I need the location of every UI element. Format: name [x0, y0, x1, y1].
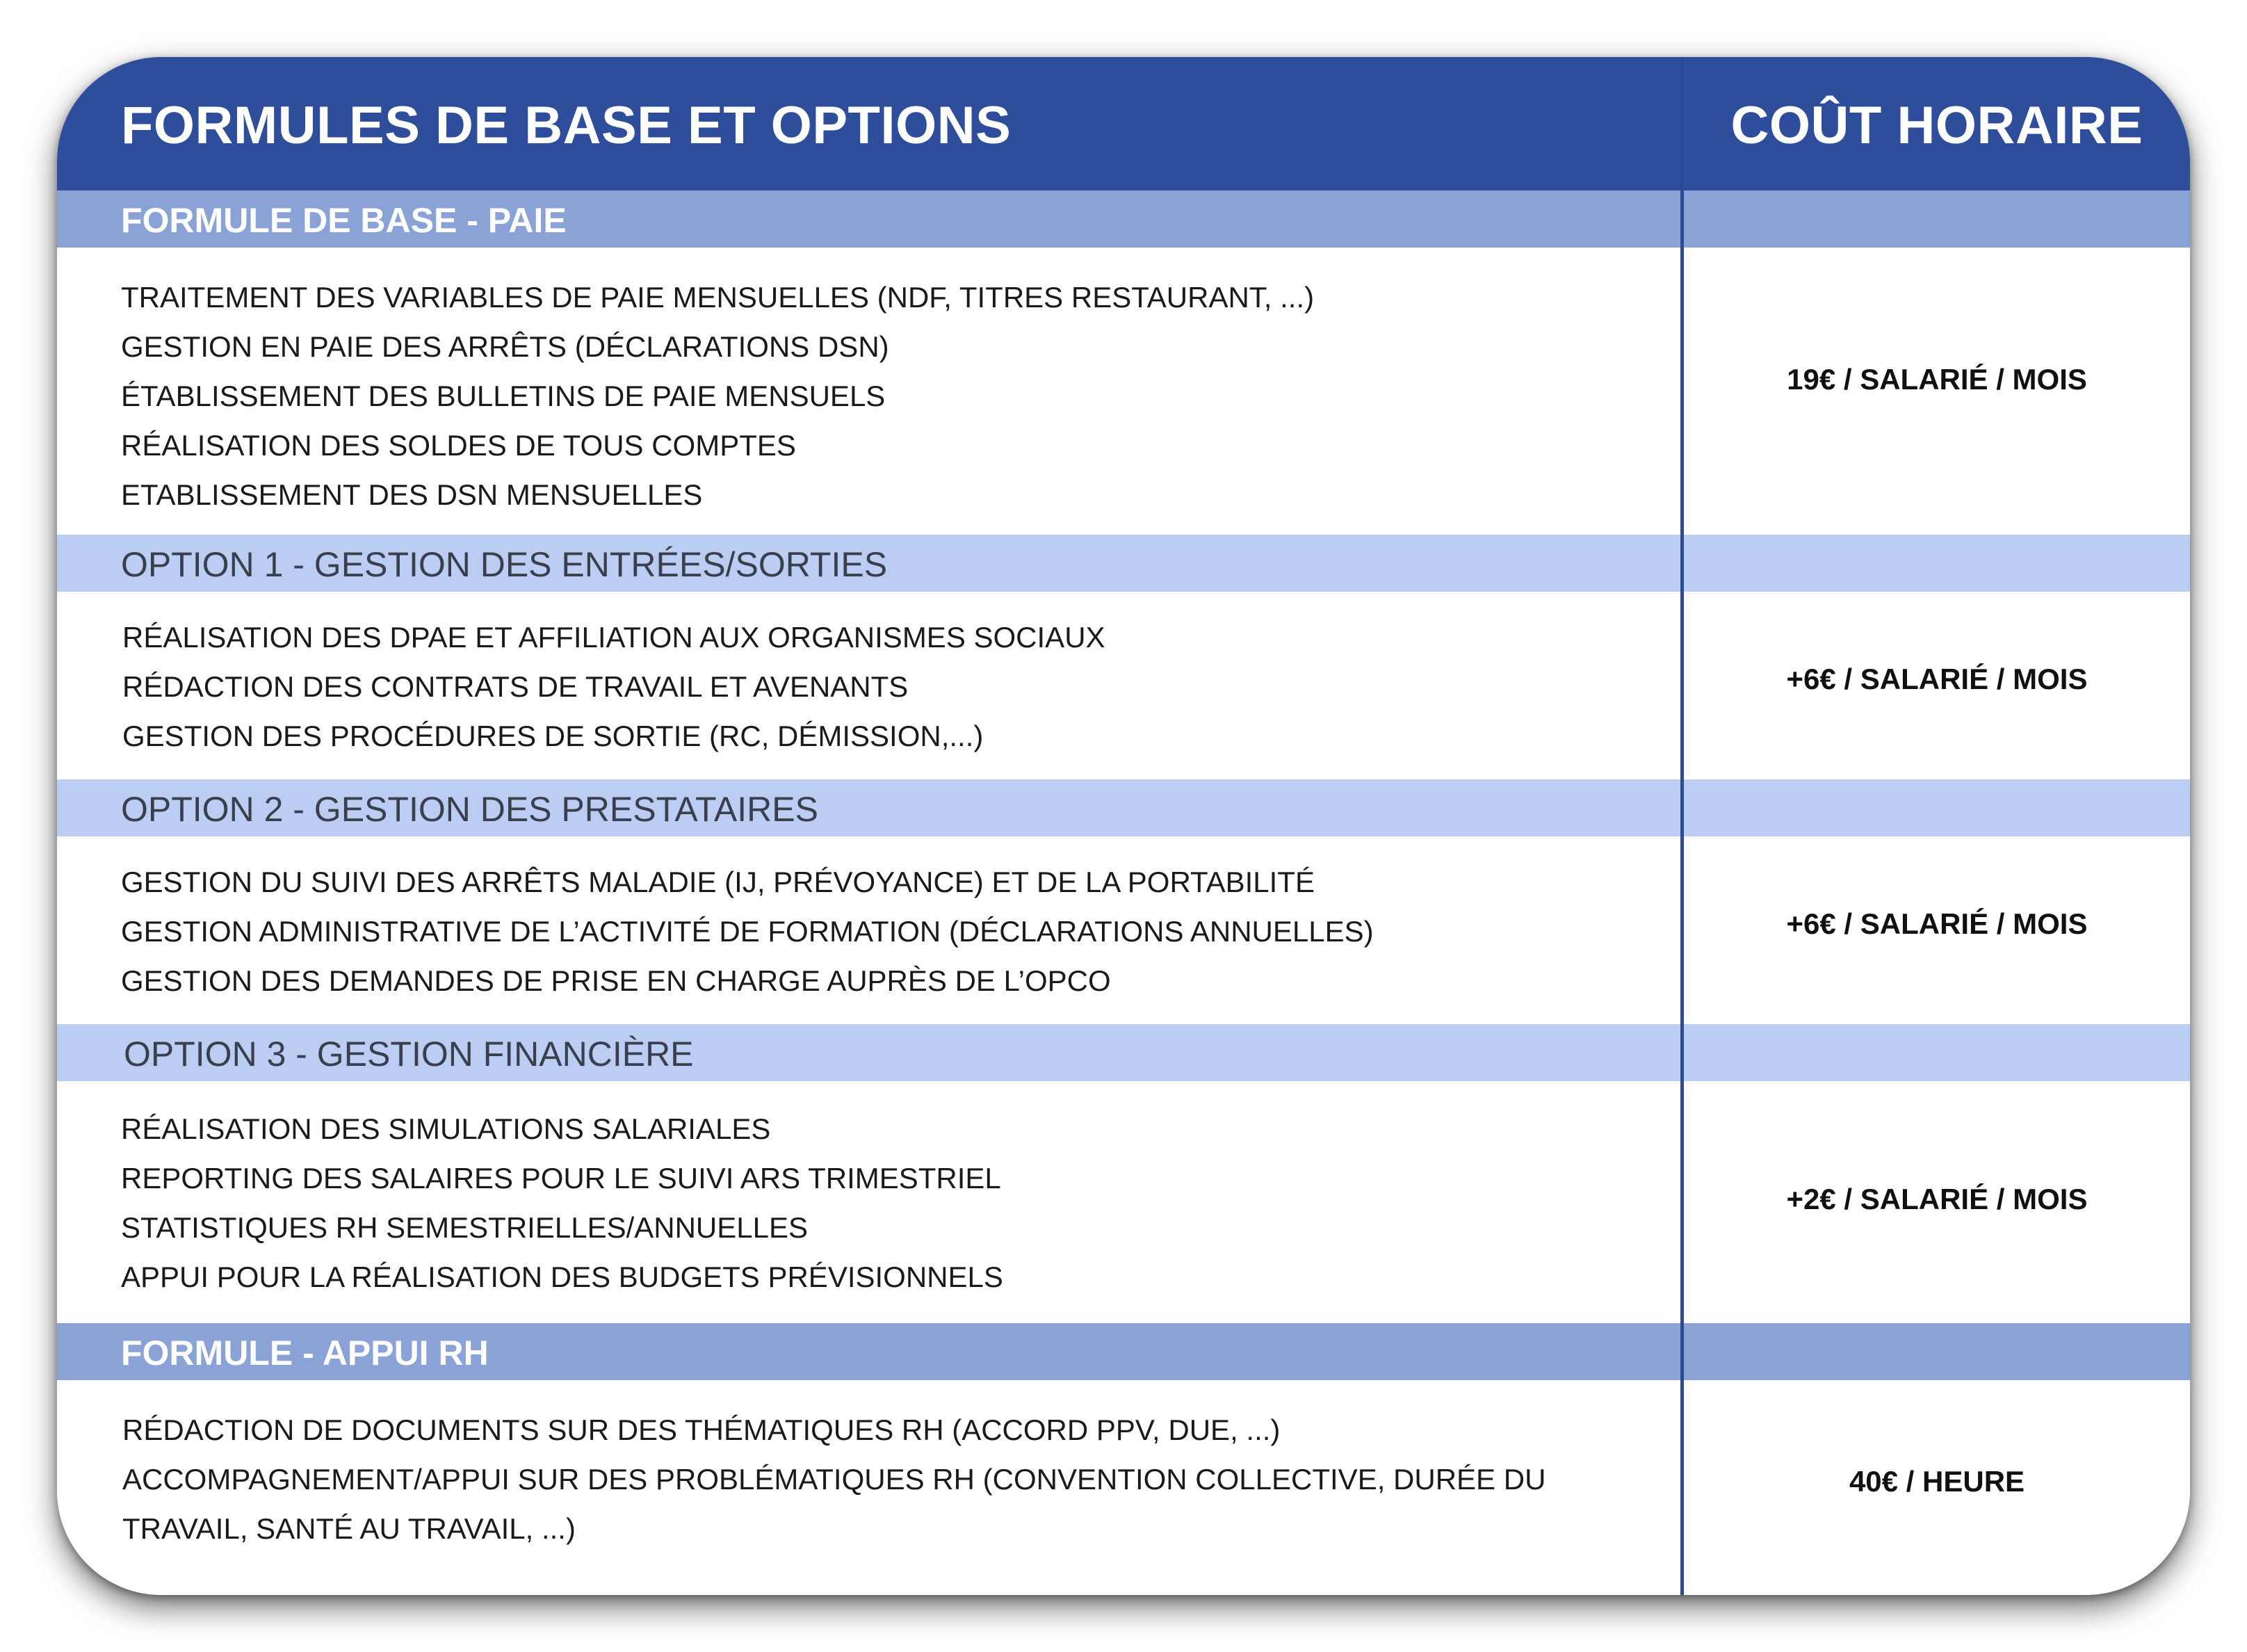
section-label: OPTION 3 - GESTION FINANCIÈRE: [124, 1035, 694, 1074]
price-base-paie: 19€ / SALARIÉ / MOIS: [1787, 363, 2087, 396]
column-divider: [1680, 57, 1684, 1595]
list-item: GESTION DES PROCÉDURES DE SORTIE (RC, DÉMISSION,...): [122, 720, 984, 752]
list-item: RÉALISATION DES SOLDES DE TOUS COMPTES: [121, 429, 796, 462]
pricing-table: [57, 57, 2190, 1595]
section-rows-base-paie: [57, 248, 2190, 535]
section-rows-option-1: [57, 592, 2190, 779]
section-header-base-paie: [57, 191, 2190, 248]
section-rows-option-3: [57, 1081, 2190, 1323]
table-title: FORMULES DE BASE ET OPTIONS: [121, 96, 1012, 155]
item-list: [122, 613, 1652, 761]
section-header-appui-rh: [57, 1323, 2190, 1380]
section-rows-option-2: [57, 836, 2190, 1024]
list-item: RÉDACTION DES CONTRATS DE TRAVAIL ET AVENANTS: [122, 670, 909, 703]
list-item: GESTION DU SUIVI DES ARRÊTS MALADIE (IJ, PRÉVOYANCE) ET DE LA PORTABILITÉ: [121, 866, 1315, 898]
section-header-option-3: [57, 1024, 2190, 1081]
list-item: ETABLISSEMENT DES DSN MENSUELLES: [121, 478, 703, 511]
item-list: [121, 1104, 1650, 1302]
list-item: GESTION EN PAIE DES ARRÊTS (DÉCLARATIONS DSN): [121, 330, 889, 363]
cost-column-title: COÛT HORAIRE: [1730, 96, 2143, 155]
item-list: [121, 857, 1650, 1005]
price-option-3: +2€ / SALARIÉ / MOIS: [1786, 1183, 2088, 1215]
table-header: [57, 57, 2190, 191]
list-item: RÉDACTION DE DOCUMENTS SUR DES THÉMATIQUES RH (ACCORD PPV, DUE, ...): [122, 1414, 1281, 1446]
list-item: ACCOMPAGNEMENT/APPUI SUR DES PROBLÉMATIQUES RH (CONVENTION COLLECTIVE, DURÉE DU TRAVAIL, SANTÉ AU TRAVAIL, ...): [122, 1463, 1546, 1545]
list-item: ÉTABLISSEMENT DES BULLETINS DE PAIE MENSUELS: [121, 380, 886, 412]
list-item: APPUI POUR LA RÉALISATION DES BUDGETS PRÉVISIONNELS: [121, 1261, 1003, 1293]
item-list: [121, 273, 1650, 519]
list-item: REPORTING DES SALAIRES POUR LE SUIVI ARS TRIMESTRIEL: [121, 1162, 1001, 1195]
section-rows-appui-rh: [57, 1380, 2190, 1595]
section-label: FORMULE - APPUI RH: [121, 1334, 489, 1372]
list-item: GESTION DES DEMANDES DE PRISE EN CHARGE AUPRÈS DE L’OPCO: [121, 964, 1111, 997]
section-label: FORMULE DE BASE - PAIE: [121, 201, 567, 240]
section-label: OPTION 1 - GESTION DES ENTRÉES/SORTIES: [121, 545, 888, 584]
list-item: STATISTIQUES RH SEMESTRIELLES/ANNUELLES: [121, 1211, 809, 1244]
price-appui-rh: 40€ / HEURE: [1849, 1465, 2025, 1498]
list-item: GESTION ADMINISTRATIVE DE L’ACTIVITÉ DE FORMATION (DÉCLARATIONS ANNUELLES): [121, 915, 1374, 948]
list-item: RÉALISATION DES SIMULATIONS SALARIALES: [121, 1112, 771, 1145]
section-label: OPTION 2 - GESTION DES PRESTATAIRES: [121, 790, 818, 829]
list-item: RÉALISATION DES DPAE ET AFFILIATION AUX ORGANISMES SOCIAUX: [122, 621, 1105, 654]
section-header-option-2: [57, 779, 2190, 836]
price-option-1: +6€ / SALARIÉ / MOIS: [1786, 663, 2088, 695]
section-header-option-1: [57, 535, 2190, 592]
item-list: [122, 1405, 1582, 1553]
list-item: TRAITEMENT DES VARIABLES DE PAIE MENSUELLES (NDF, TITRES RESTAURANT, ...): [121, 281, 1315, 314]
price-option-2: +6€ / SALARIÉ / MOIS: [1786, 907, 2088, 940]
